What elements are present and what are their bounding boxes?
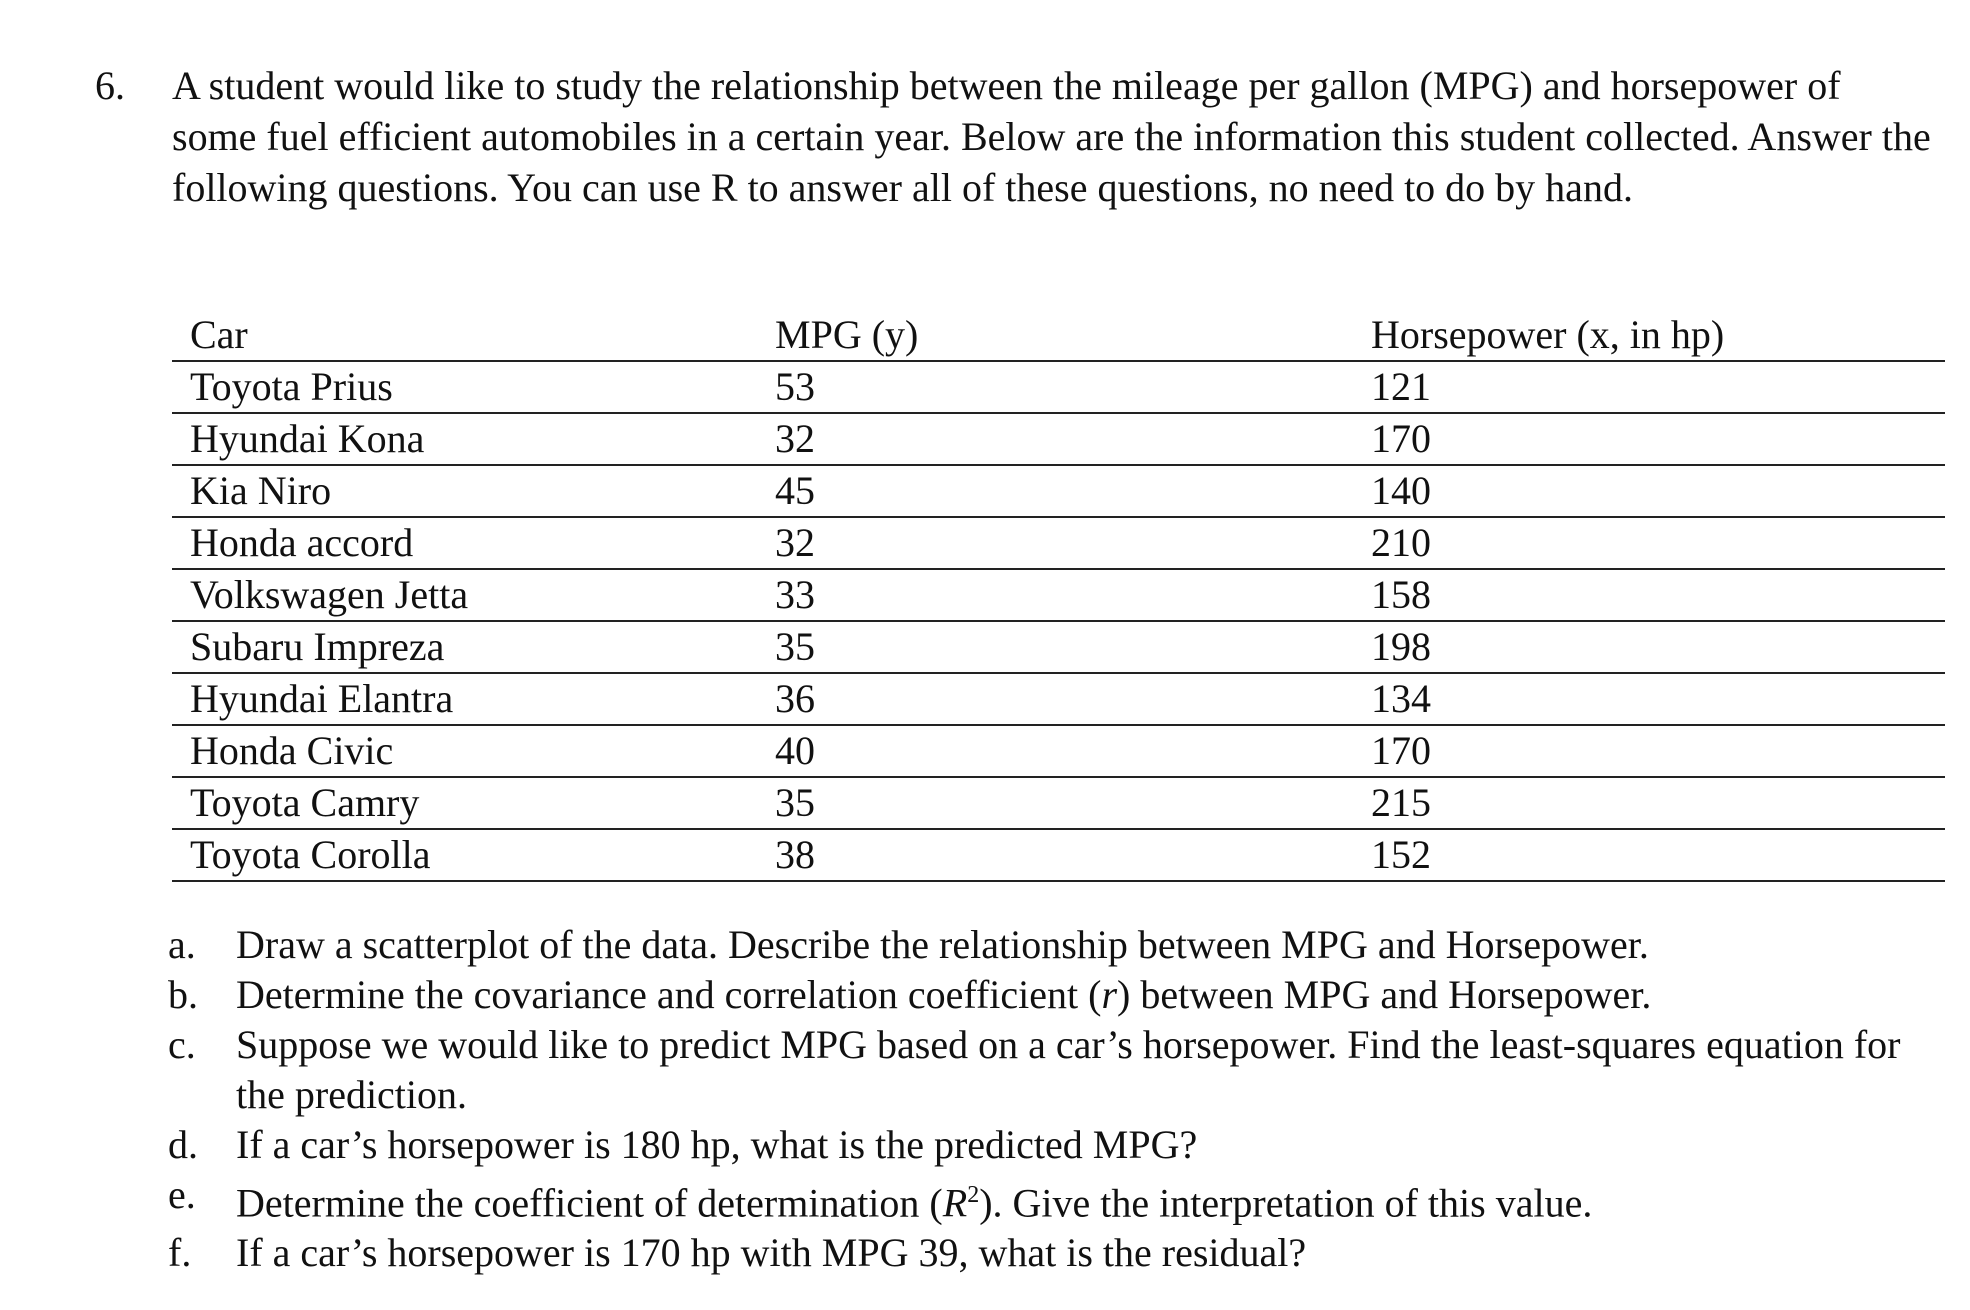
variable-r-squared: R [942, 1180, 968, 1226]
question-text: If a car’s horsepower is 180 hp, what is the predicted MPG? [236, 1122, 1198, 1167]
horsepower-cell: 210 [1353, 517, 1945, 569]
question-label: f. [168, 1230, 192, 1276]
horsepower-cell: 134 [1353, 673, 1945, 725]
table-row [172, 517, 1945, 569]
horsepower-cell: 170 [1353, 725, 1945, 777]
question-f [168, 1228, 1908, 1278]
table-row [172, 725, 1945, 777]
question-label: b. [168, 972, 198, 1017]
horsepower-cell: 140 [1353, 465, 1945, 517]
table-row [172, 465, 1945, 517]
table-row [172, 621, 1945, 673]
horsepower-cell: 170 [1353, 413, 1945, 465]
car-cell: Kia Niro [172, 465, 757, 517]
car-cell: Subaru Impreza [172, 621, 757, 673]
horsepower-cell: 158 [1353, 569, 1945, 621]
table-row [172, 569, 1945, 621]
question-label: c. [168, 1022, 196, 1067]
question-b [168, 970, 1908, 1020]
problem-text: A student would like to study the relationship between the mileage per gallon (MPG) and horsepower of some fuel efficient automobiles in a certain year. Below are the information this student collected. Answer the following questions. You can use R to answer all of these questions, no need to do by hand. [172, 63, 1931, 210]
table-row [172, 361, 1945, 413]
car-cell: Honda Civic [172, 725, 757, 777]
car-cell: Volkswagen Jetta [172, 569, 757, 621]
horsepower-cell: 215 [1353, 777, 1945, 829]
question-text-after: ) between MPG and Horsepower. [1117, 972, 1652, 1017]
superscript-2: 2 [967, 1182, 980, 1208]
question-text-before: Determine the coefficient of determination ( [236, 1180, 943, 1226]
table-row [172, 413, 1945, 465]
mpg-cell: 38 [757, 829, 1353, 881]
question-label: a. [168, 922, 196, 967]
horsepower-cell: 121 [1353, 361, 1945, 413]
variable-r: r [1101, 972, 1118, 1017]
problem-number: 6. [95, 63, 125, 108]
header-horsepower: Horsepower (x, in hp) [1353, 310, 1945, 361]
car-cell: Toyota Corolla [172, 829, 757, 881]
question-d [168, 1120, 1908, 1170]
table-row [172, 777, 1945, 829]
mpg-cell: 33 [757, 569, 1353, 621]
question-text: Suppose we would like to predict MPG based on a car’s horsepower. Find the least-squares equation for the prediction. [236, 1022, 1901, 1117]
car-cell: Hyundai Elantra [172, 673, 757, 725]
mpg-cell: 32 [757, 517, 1353, 569]
mpg-cell: 32 [757, 413, 1353, 465]
table-header-row [172, 310, 1945, 361]
mpg-cell: 53 [757, 361, 1353, 413]
mpg-cell: 35 [757, 621, 1353, 673]
header-mpg: MPG (y) [757, 310, 1353, 361]
table-row [172, 829, 1945, 881]
question-text-before: Determine the covariance and correlation coefficient ( [236, 972, 1102, 1017]
question-label: d. [168, 1122, 198, 1167]
question-label: e. [168, 1172, 196, 1217]
header-car: Car [172, 310, 757, 361]
question-list [168, 920, 1908, 1278]
horsepower-cell: 152 [1353, 829, 1945, 881]
question-c [168, 1020, 1908, 1120]
problem-statement [95, 60, 1935, 213]
mpg-cell: 40 [757, 725, 1353, 777]
question-text: If a car’s horsepower is 170 hp with MPG 39, what is the residual? [236, 1230, 1307, 1276]
question-text-after: ). Give the interpretation of this value. [979, 1180, 1593, 1226]
car-cell: Hyundai Kona [172, 413, 757, 465]
car-cell: Honda accord [172, 517, 757, 569]
car-cell: Toyota Prius [172, 361, 757, 413]
table-row [172, 673, 1945, 725]
question-a [168, 920, 1908, 970]
question-text: Draw a scatterplot of the data. Describe the relationship between MPG and Horsepower. [236, 922, 1649, 967]
horsepower-cell: 198 [1353, 621, 1945, 673]
mpg-cell: 36 [757, 673, 1353, 725]
data-table [172, 310, 1945, 882]
mpg-cell: 35 [757, 777, 1353, 829]
question-e [168, 1170, 1908, 1228]
mpg-cell: 45 [757, 465, 1353, 517]
car-cell: Toyota Camry [172, 777, 757, 829]
